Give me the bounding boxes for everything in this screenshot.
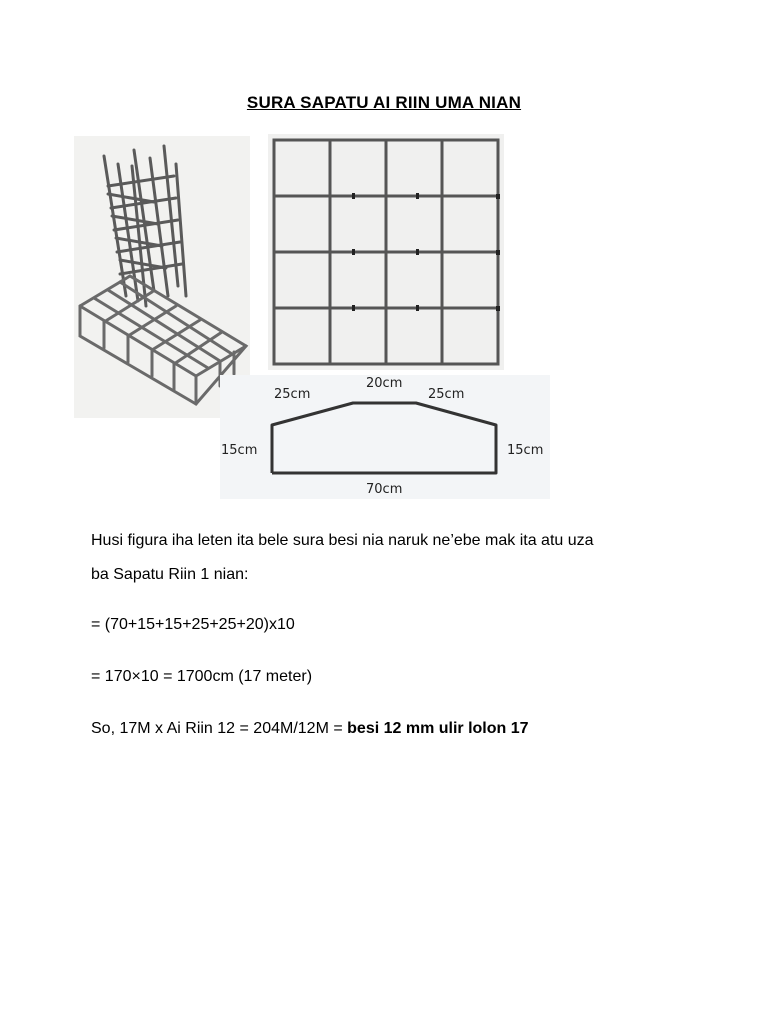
rebar-mesh-plan-image	[268, 134, 504, 370]
label-top-left: 25cm	[274, 387, 311, 402]
label-top-mid: 20cm	[366, 376, 403, 391]
label-bottom: 70cm	[366, 482, 403, 497]
intro-line-2: ba Sapatu Riin 1 nian:	[91, 566, 249, 583]
calc3-result: besi 12 mm ulir lolon 17	[347, 720, 529, 737]
label-left: 15cm	[221, 443, 258, 458]
calc3-text: So, 17M x Ai Riin 12 = 204M/12M =	[91, 720, 348, 737]
label-top-right: 25cm	[428, 387, 465, 402]
page-title: SURA SAPATU AI RIIN UMA NIAN	[246, 93, 522, 112]
calculation-line-2: = 170×10 = 1700cm (17 meter)	[91, 668, 313, 685]
calculation-line-3	[91, 719, 529, 739]
label-right: 15cm	[507, 443, 544, 458]
calculation-line-1: = (70+15+15+25+25+20)x10	[91, 616, 295, 633]
intro-line-1: Husi figura iha leten ita bele sura besi nia naruk ne’ebe mak ita atu uza	[91, 532, 594, 549]
bent-bar-diagram	[220, 375, 550, 499]
